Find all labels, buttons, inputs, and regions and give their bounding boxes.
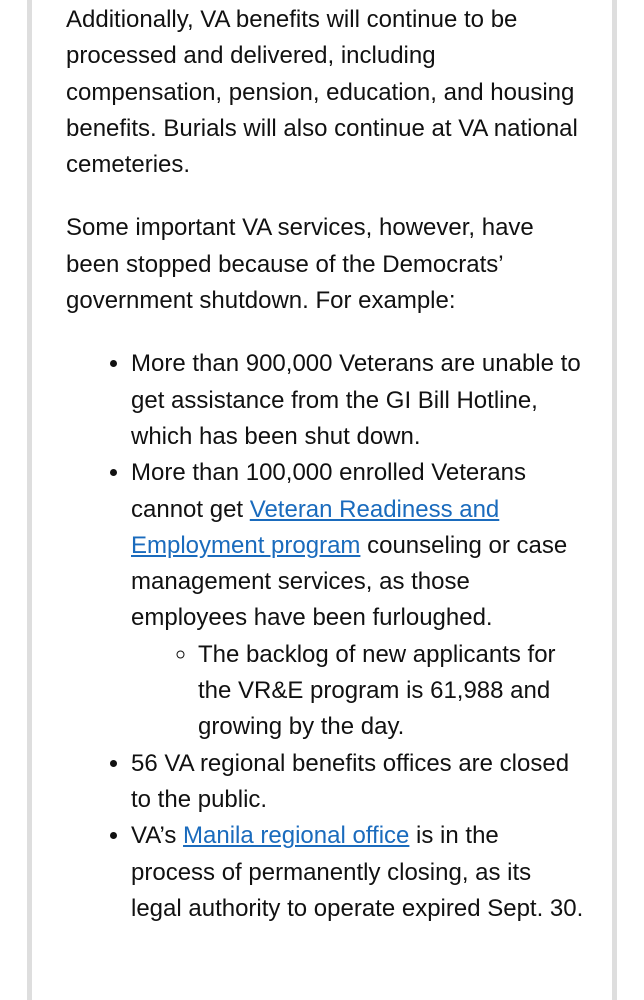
list-item-text: 56 VA regional benefits offices are closed to the public. (131, 749, 570, 813)
paragraph-benefits: Additionally, VA benefits will continue to be processed and delivered, including compensation, pension, education, and housing benefits. Burials will also continue at VA national cemeteries. (66, 6, 578, 179)
list-item (131, 455, 586, 745)
list-item-text: counseling or case management services, as those employees have been furloughed. (131, 531, 568, 632)
list-item (131, 346, 586, 455)
article-body (66, 2, 586, 927)
list-item-text: More than 900,000 Veterans are unable to get assistance from the GI Bill Hotline, which has been shut down. (131, 350, 581, 450)
bullet-list (66, 346, 586, 927)
veteran-readiness-link[interactable]: Veteran Readiness and Employment program (131, 495, 500, 559)
list-item-text: is in the process of permanently closing, as its legal authority to operate expired Sept. 30. (131, 822, 584, 922)
sub-list-item (198, 637, 586, 746)
list-item-text: VA’s (131, 822, 184, 850)
left-border (27, 0, 32, 1000)
paragraph-stopped-services: Some important VA services, however, have been stopped because of the Democrats’ government shutdown. For example: (66, 214, 534, 315)
list-item (131, 818, 586, 927)
list-item-text: More than 100,000 enrolled Veterans cannot get (131, 459, 526, 523)
manila-office-link[interactable]: Manila regional office (183, 822, 410, 850)
right-border (612, 0, 617, 1000)
list-item-text: The backlog of new applicants for the VR&E program is 61,988 and growing by the day. (198, 640, 556, 741)
list-item (131, 746, 586, 819)
sub-bullet-list (131, 637, 586, 746)
